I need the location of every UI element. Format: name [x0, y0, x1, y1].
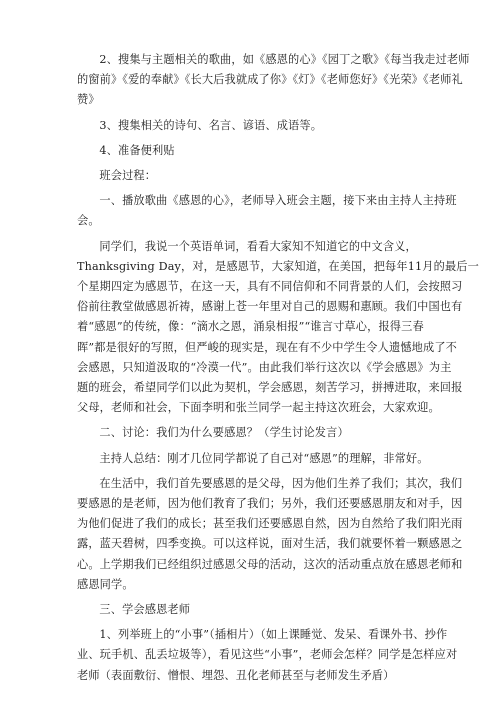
text-line: 2、搜集与主题相关的歌曲，如《感恩的心》《园丁之歌》《每当我走过老师 [99, 53, 470, 66]
text-line: 主持人总结：刚才几位同学都说了自己对“感恩”的理解，非常好。 [99, 451, 429, 465]
text-line: 业、玩手机、乱丢垃圾等），看见这些“小事”，老师会怎样？同学是怎样应对 [77, 648, 458, 662]
paragraph-step-3-item-1 [77, 625, 458, 686]
text-line: 心。上学期我们已经组织过感恩父母的活动，这次的活动重点放在感恩老师和 [77, 557, 463, 571]
text-line: 老师（表面敷衍、憎恨、埋怨、丑化老师甚至与老师发生矛盾） [77, 668, 395, 682]
text-line: 晖”都是很好的写照，但严峻的现实是，现在有不少中学生令人遗憾地成了不 [77, 340, 458, 354]
text-line: 的窗前》《爱的奉献》《长大后我就成了你》《灯》《老师您好》《光荣》《老师礼 [77, 73, 463, 87]
text-line: 班会过程： [99, 169, 157, 183]
text-line: 在生活中，我们首先要感恩的是父母，因为他们生养了我们；其次，我们 [99, 476, 463, 490]
text-line: Thanksgiving Day，对，是感恩节，大家知道，在美国，把每年11月的最后一 [77, 259, 479, 273]
text-line: 3、搜集相关的诗句、名言、谚语、成语等。 [99, 118, 323, 132]
text-line: 露，蓝天碧树，四季变换。可以这样说，面对生活，我们就要怀着一颗感恩之 [77, 537, 463, 551]
text-line: 父母，老师和社会，下面李明和张兰同学一起主持这次班会，大家欢迎。 [77, 401, 440, 415]
paragraph-life-gratitude [77, 474, 463, 595]
text-line: 感恩同学。 [77, 577, 134, 591]
text-line: 个星期四定为感恩节，在这一天，具有不同信仰和不同背景的人们，会按照习 [77, 280, 463, 294]
text-line: 俗前往教堂做感恩祈祷，感谢上苍一年里对自己的恩赐和惠顾。我们中国也有 [77, 300, 463, 314]
paragraph-item-3 [77, 116, 427, 136]
text-line: 同学们，我说一个英语单词，看看大家知不知道它的中文含义， [99, 239, 417, 253]
text-line: 一、播放歌曲《感恩的心》，老师导入班会主题，接下来由主持人主持班 [99, 194, 457, 208]
paragraph-item-2 [77, 50, 470, 111]
text-line: 4、准备便利贴 [99, 143, 175, 157]
text-line: 题的班会，希望同学们以此为契机，学会感恩，刻苦学习，拼搏进取，来回报 [77, 381, 463, 395]
paragraph-host-speech [77, 237, 479, 419]
paragraph-host-summary [77, 449, 427, 469]
text-line: 1、列举班上的“小事”（插相片）（如上课睡觉、发呆、看课外书、抄作 [99, 628, 448, 642]
text-line: 三、学会感恩老师 [99, 603, 191, 617]
paragraph-item-4 [77, 141, 427, 161]
paragraph-step-2 [77, 423, 427, 443]
text-line: 赞》 [77, 93, 100, 107]
text-line: 二、讨论：我们为什么要感恩？（学生讨论发言） [99, 426, 349, 440]
text-line: 要感恩的是老师，因为他们教育了我们；另外，我们还要感恩朋友和对手，因 [77, 497, 463, 511]
text-line: 为他们促进了我们的成长；甚至我们还要感恩自然，因为自然给了我们阳光雨 [77, 517, 463, 531]
paragraph-class-process [77, 166, 427, 186]
paragraph-step-1 [77, 191, 457, 231]
paragraph-step-3 [77, 600, 427, 620]
text-line: 会感恩，只知道汲取的“冷漠一代”。由此我们举行这次以《学会感恩》为主 [77, 360, 452, 374]
text-line: 着“感恩”的传统，像：“滴水之恩，涌泉相报”“谁言寸草心，报得三春 [77, 320, 424, 334]
text-line: 会。 [77, 214, 100, 228]
document-body [77, 50, 479, 691]
